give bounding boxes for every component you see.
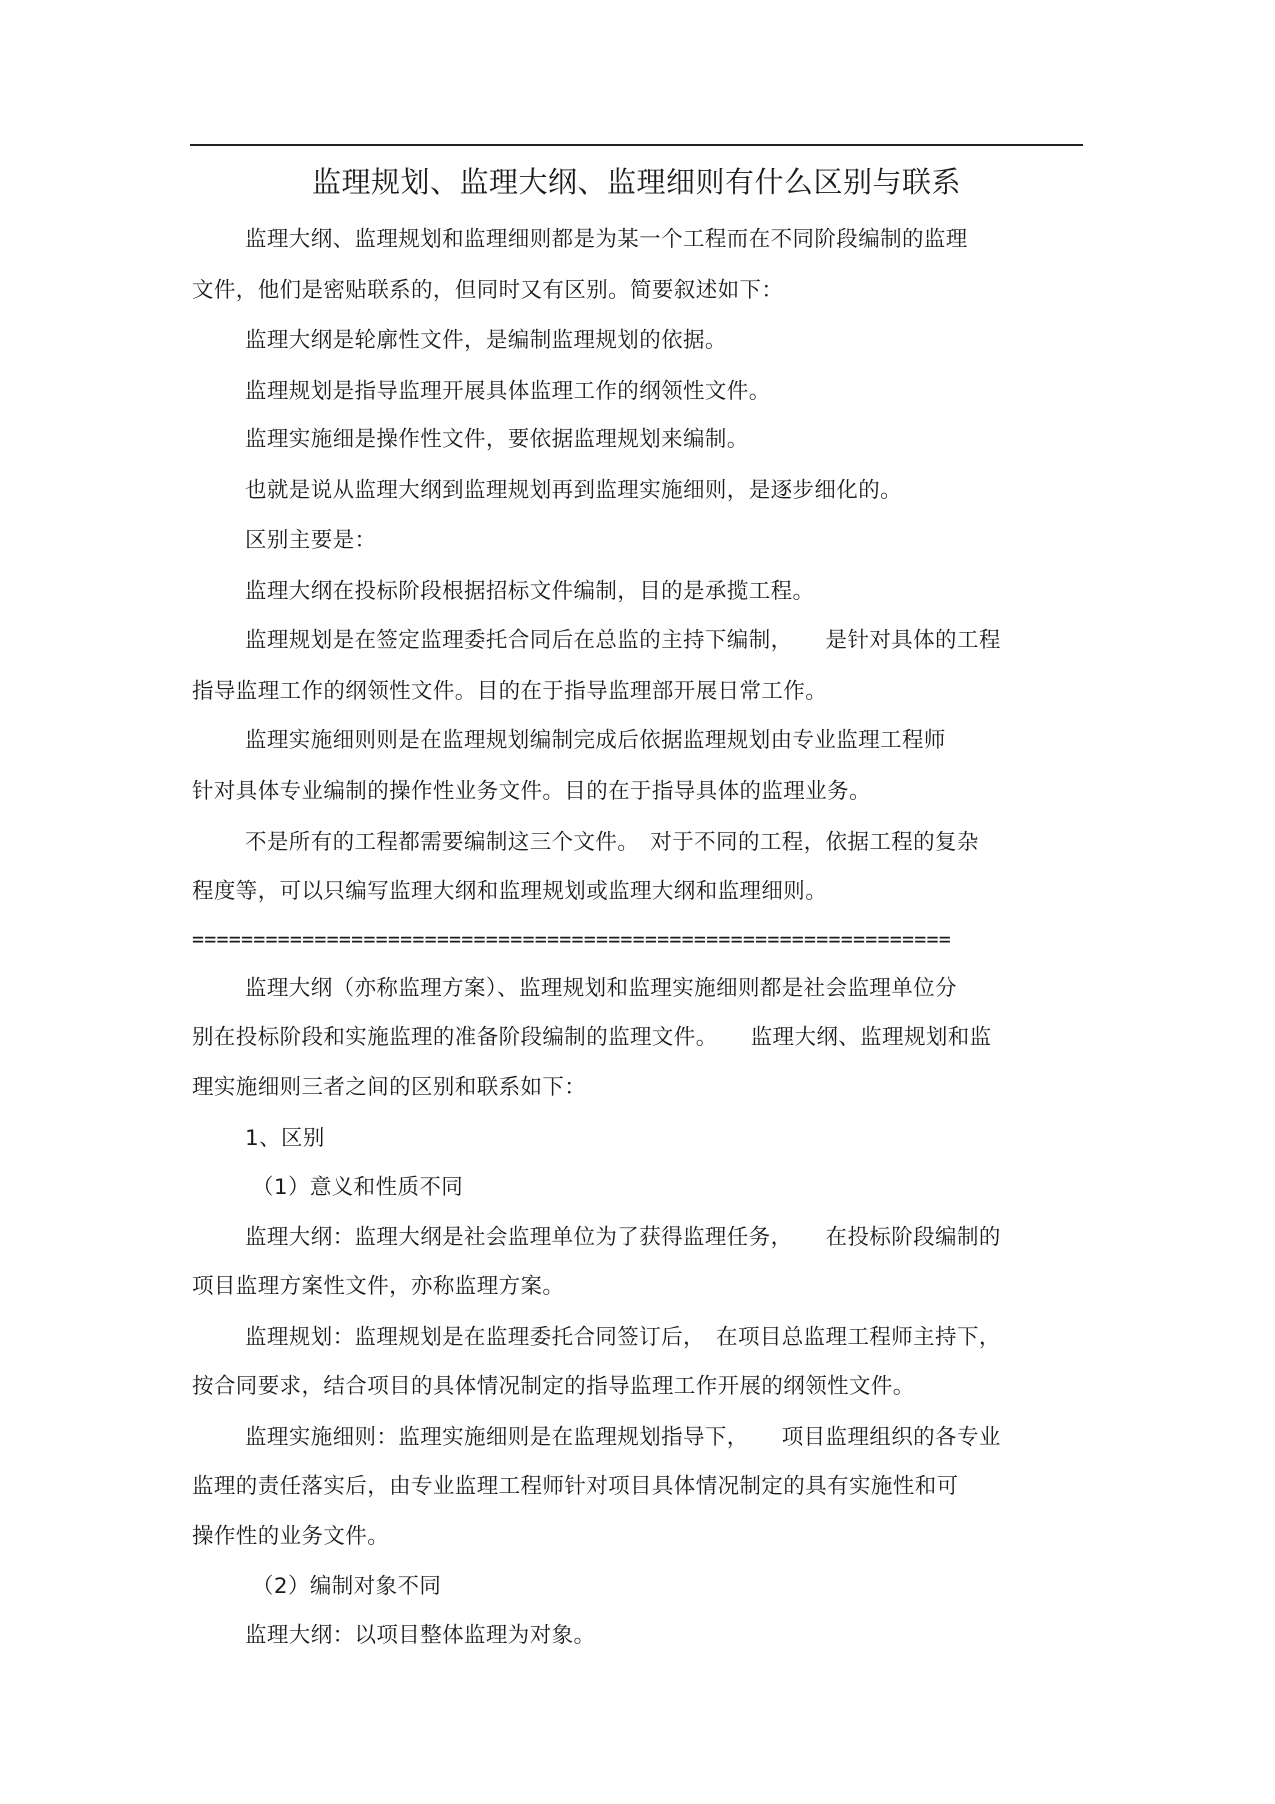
paragraph-line: 操作性的业务文件。: [192, 1524, 390, 1549]
paragraph-line: 监理规划是指导监理开展具体监理工作的纲领性文件。: [245, 379, 771, 404]
paragraph-line: 针对具体专业编制的操作性业务文件。目的在于指导具体的监理业务。: [192, 779, 871, 804]
paragraph-line: 监理规划是在签定监理委托合同后在总监的主持下编制， 是针对具体的工程: [245, 628, 1001, 653]
paragraph-line: 文件，他们是密贴联系的，但同时又有区别。简要叙述如下：: [192, 278, 784, 303]
separator-line: ==============================================================: [192, 927, 951, 951]
paragraph-line: 监理实施细是操作性文件，要依据监理规划来编制。: [245, 427, 749, 452]
paragraph-line: 监理大纲是轮廓性文件，是编制监理规划的依据。: [245, 328, 727, 353]
paragraph-line: 监理的责任落实后，由专业监理工程师针对项目具体情况制定的具有实施性和可: [192, 1474, 959, 1499]
paragraph-line: 监理实施细则则是在监理规划编制完成后依据监理规划由专业监理工程师: [245, 728, 946, 753]
paragraph-line: 监理大纲：以项目整体监理为对象。: [245, 1623, 596, 1648]
document-title: 监理规划、监理大纲、监理细则有什么区别与联系: [311, 165, 961, 199]
paragraph-line: 项目监理方案性文件，亦称监理方案。: [192, 1274, 565, 1299]
paragraph-line: 监理实施细则：监理实施细则是在监理规划指导下， 项目监理组织的各专业: [245, 1425, 1001, 1450]
paragraph-line: 按合同要求，结合项目的具体情况制定的指导监理工作开展的纲领性文件。: [192, 1374, 915, 1399]
paragraph-line: 也就是说从监理大纲到监理规划再到监理实施细则，是逐步细化的。: [245, 478, 903, 503]
section-heading: 1、区别: [245, 1126, 325, 1151]
paragraph-line: 区别主要是：: [245, 528, 377, 553]
paragraph-line: 监理规划：监理规划是在监理委托合同签订后， 在项目总监理工程师主持下，: [245, 1325, 1001, 1350]
paragraph-line: 监理大纲：监理大纲是社会监理单位为了获得监理任务， 在投标阶段编制的: [245, 1225, 1001, 1250]
paragraph-line: 监理大纲在投标阶段根据招标文件编制，目的是承揽工程。: [245, 579, 815, 604]
subsection-heading: （1）意义和性质不同: [252, 1175, 464, 1200]
paragraph-line: 不是所有的工程都需要编制这三个文件。 对于不同的工程，依据工程的复杂: [245, 830, 979, 855]
paragraph-line: 监理大纲（亦称监理方案）、监理规划和监理实施细则都是社会监理单位分: [245, 976, 957, 1001]
paragraph-line: 监理大纲、监理规划和监理细则都是为某一个工程而在不同阶段编制的监理: [245, 227, 968, 252]
paragraph-line: 程度等，可以只编写监理大纲和监理规划或监理大纲和监理细则。: [192, 879, 828, 904]
paragraph-line: 别在投标阶段和实施监理的准备阶段编制的监理文件。 监理大纲、监理规划和监: [192, 1025, 992, 1050]
paragraph-line: 理实施细则三者之间的区别和联系如下：: [192, 1075, 587, 1100]
paragraph-line: 指导监理工作的纲领性文件。目的在于指导监理部开展日常工作。: [192, 679, 828, 704]
subsection-heading: （2）编制对象不同: [252, 1574, 442, 1599]
header-rule: [190, 144, 1083, 146]
